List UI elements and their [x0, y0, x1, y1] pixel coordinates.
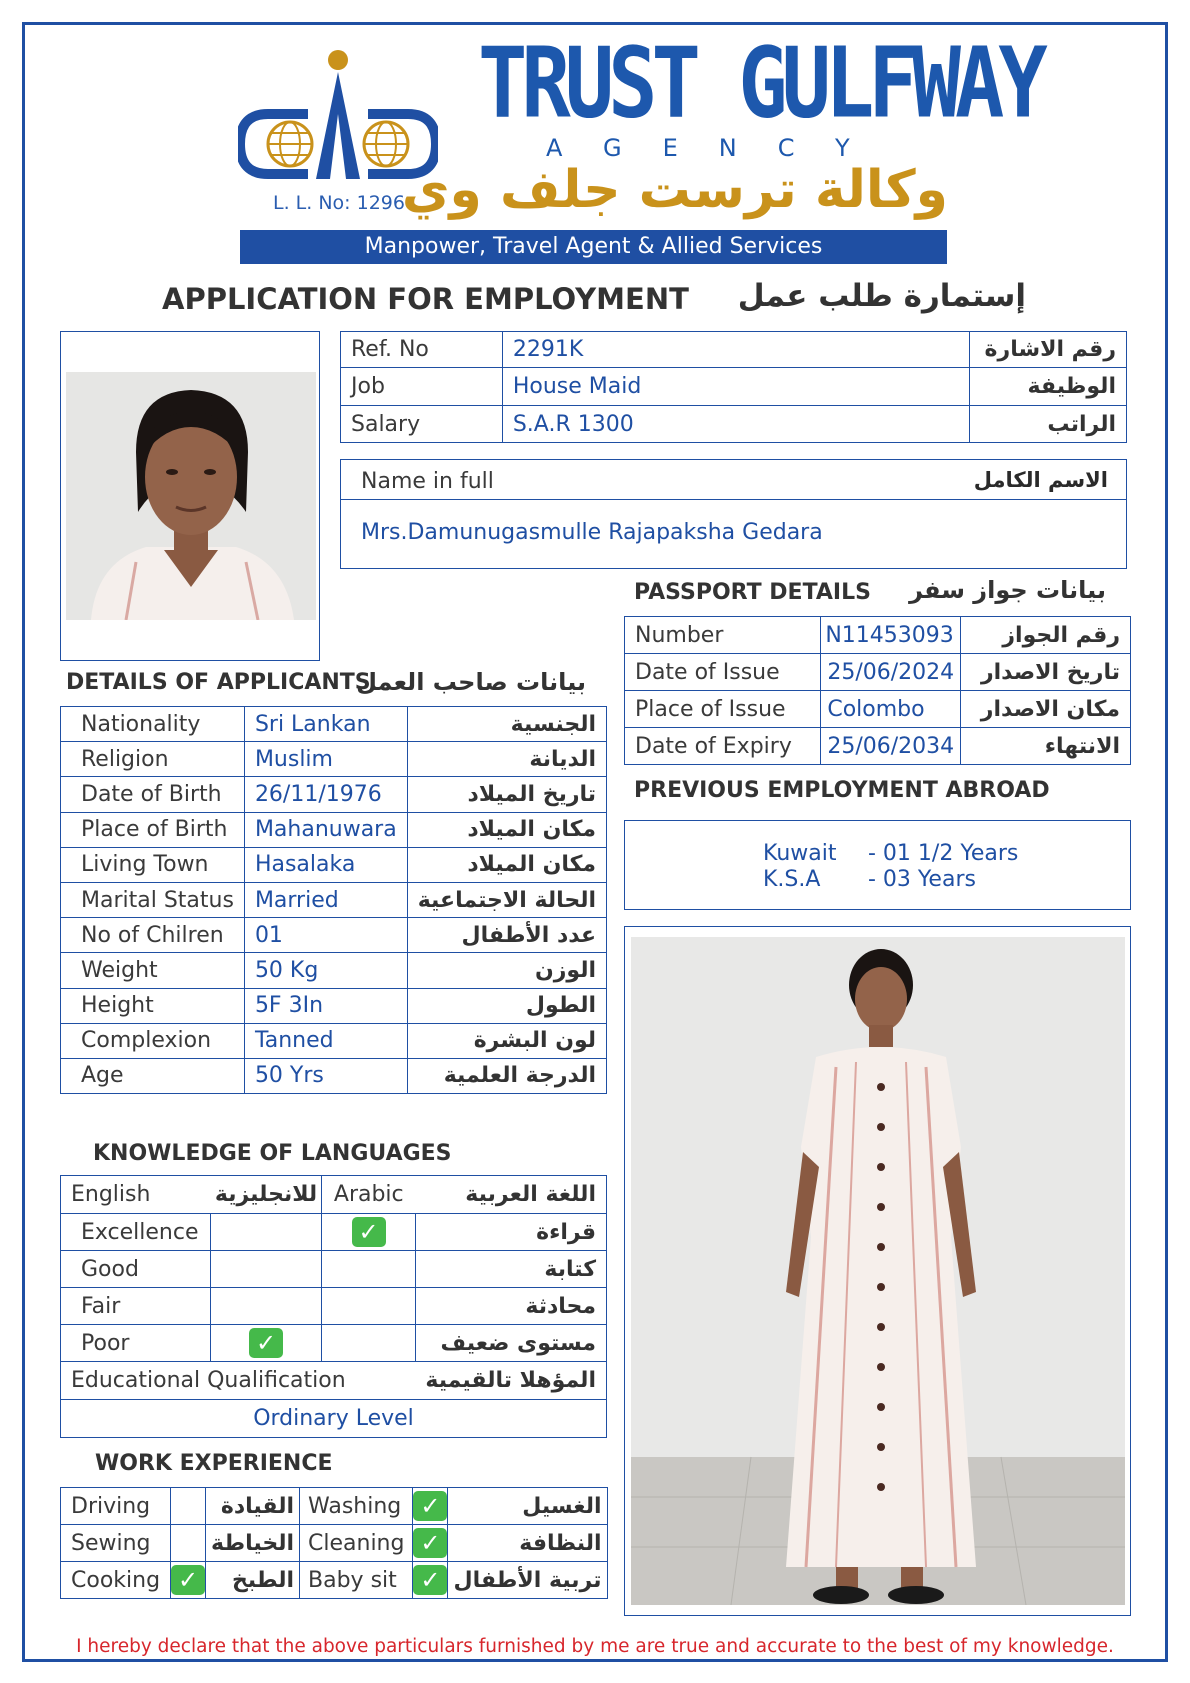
arabic-level-cell — [322, 1214, 416, 1251]
applicant-field-label-arabic: الدرجة العلمية — [407, 1058, 606, 1093]
skill-label-arabic: الغسيل — [448, 1488, 607, 1525]
table-row — [61, 1288, 607, 1325]
applicant-field-label: Height — [61, 988, 245, 1023]
full-name-label-arabic: الاسم الكامل — [973, 468, 1108, 492]
applicant-field-label: Marital Status — [61, 882, 245, 917]
table-row — [341, 332, 1127, 368]
language-level-label-arabic: قراءة — [415, 1214, 606, 1251]
page-title-arabic: إستمارة طلب عمل — [737, 278, 1026, 314]
applicant-field-value: 5F 3In — [244, 988, 407, 1023]
applicant-table — [60, 706, 607, 1094]
languages-table — [60, 1175, 607, 1438]
skill-label: Sewing — [61, 1525, 171, 1562]
table-row — [61, 1562, 608, 1599]
table-row — [61, 1023, 607, 1058]
applicant-field-label-arabic: عدد الأطفال — [407, 918, 606, 953]
checkmark-icon: ✓ — [249, 1328, 283, 1358]
applicant-field-value: Married — [244, 882, 407, 917]
education-label: Educational Qualification — [61, 1362, 416, 1400]
table-row — [625, 617, 1131, 654]
language-level-label-arabic: مستوى ضعيف — [415, 1325, 606, 1362]
applicant-field-value: Sri Lankan — [244, 707, 407, 742]
brand-name-arabic: وكالة ترست جلف وي — [401, 160, 948, 220]
previous-duration: - 01 1/2 Years — [868, 841, 1019, 866]
applicant-field-value: 01 — [244, 918, 407, 953]
applicant-field-label-arabic: مكان الميلاد — [407, 812, 606, 847]
full-name-value: Mrs.Damunugasmulle Rajapaksha Gedara — [361, 520, 823, 545]
table-row — [61, 742, 607, 777]
applicant-section-title: DETAILS OF APPLICANTS — [66, 670, 371, 695]
salary-label-arabic: الراتب — [970, 406, 1127, 443]
page-title: APPLICATION FOR EMPLOYMENT — [162, 282, 689, 316]
applicant-field-label: Complexion — [61, 1023, 245, 1058]
english-level-cell — [210, 1325, 321, 1362]
education-value: Ordinary Level — [61, 1400, 607, 1438]
checkmark-icon: ✓ — [413, 1528, 447, 1558]
language-level-label: Poor — [61, 1325, 211, 1362]
checkmark-icon: ✓ — [171, 1565, 205, 1595]
education-label-arabic: المؤهلا تالقيمية — [415, 1362, 606, 1400]
skill-check-cell — [413, 1562, 448, 1599]
table-row — [61, 1214, 607, 1251]
applicant-field-label-arabic: مكان الميلاد — [407, 847, 606, 882]
english-label: English — [61, 1176, 211, 1214]
checkmark-icon: ✓ — [413, 1565, 447, 1595]
applicant-field-value: Hasalaka — [244, 847, 407, 882]
language-level-label: Fair — [61, 1288, 211, 1325]
skill-check-cell — [413, 1488, 448, 1525]
skill-label: Cooking — [61, 1562, 171, 1599]
expiry-date-label: Date of Expiry — [625, 728, 821, 765]
expiry-date-label-arabic: الانتهاء — [961, 728, 1131, 765]
license-number: L. L. No: 1296 — [273, 192, 405, 214]
job-label-arabic: الوظيفة — [970, 368, 1127, 406]
issue-place-value: Colombo — [821, 691, 961, 728]
passport-number-label-arabic: رقم الجواز — [961, 617, 1131, 654]
applicant-field-label: Age — [61, 1058, 245, 1093]
applicant-section-title-arabic: بيانات صاحب العمل — [356, 668, 586, 696]
brand-name: TRUST GULFWAY — [478, 28, 1042, 141]
tagline-banner: Manpower, Travel Agent & Allied Services — [240, 230, 947, 264]
skill-check-cell — [171, 1562, 206, 1599]
salary-value: S.A.R 1300 — [502, 406, 969, 443]
applicant-field-value: 50 Yrs — [244, 1058, 407, 1093]
full-name-header — [341, 460, 1126, 500]
applicant-field-label: Living Town — [61, 847, 245, 882]
skill-label: Baby sit — [300, 1562, 413, 1599]
table-row — [61, 1176, 607, 1214]
applicant-field-label-arabic: الطول — [407, 988, 606, 1023]
applicant-field-label-arabic: لون البشرة — [407, 1023, 606, 1058]
table-row — [625, 654, 1131, 691]
table-row — [61, 988, 607, 1023]
table-row — [61, 1058, 607, 1093]
checkmark-icon: ✓ — [352, 1217, 386, 1247]
issue-place-label: Place of Issue — [625, 691, 821, 728]
table-row — [625, 691, 1131, 728]
table-row — [61, 1325, 607, 1362]
applicant-field-label: No of Chilren — [61, 918, 245, 953]
skill-check-cell — [171, 1525, 206, 1562]
skill-check-cell — [171, 1488, 206, 1525]
issue-date-label-arabic: تاريخ الاصدار — [961, 654, 1131, 691]
applicant-field-label: Nationality — [61, 707, 245, 742]
skill-label-arabic: القيادة — [206, 1488, 300, 1525]
skill-label-arabic: الطبخ — [206, 1562, 300, 1599]
passport-table — [624, 616, 1131, 765]
list-item — [763, 841, 1018, 866]
language-level-label: Excellence — [61, 1214, 211, 1251]
ref-label-arabic: رقم الاشارة — [970, 332, 1127, 368]
skill-label: Washing — [300, 1488, 413, 1525]
skill-label-arabic: الخياطة — [206, 1525, 300, 1562]
table-row — [61, 812, 607, 847]
applicant-field-label: Weight — [61, 953, 245, 988]
issue-date-label: Date of Issue — [625, 654, 821, 691]
table-row — [61, 953, 607, 988]
languages-section-title: KNOWLEDGE OF LANGUAGES — [93, 1141, 452, 1166]
table-row — [61, 707, 607, 742]
language-level-label-arabic: محادثة — [415, 1288, 606, 1325]
applicant-field-label-arabic: الديانة — [407, 742, 606, 777]
brand-agency: AGENCY — [546, 134, 891, 162]
applicant-field-label-arabic: تاريخ الميلاد — [407, 777, 606, 812]
full-body-photo — [631, 937, 1125, 1605]
applicant-field-value: Muslim — [244, 742, 407, 777]
previous-country: K.S.A — [763, 867, 821, 892]
previous-country: Kuwait — [763, 841, 837, 866]
table-row — [341, 406, 1127, 443]
issue-date-value: 25/06/2024 — [821, 654, 961, 691]
applicant-field-label-arabic: الوزن — [407, 953, 606, 988]
ref-value: 2291K — [502, 332, 969, 368]
reference-table — [340, 331, 1127, 443]
work-table — [60, 1487, 608, 1599]
arabic-label: Arabic — [322, 1176, 416, 1214]
arabic-level-cell — [322, 1288, 416, 1325]
table-row — [61, 847, 607, 882]
salary-label: Salary — [341, 406, 503, 443]
declaration-text: I hereby declare that the above particulars furnished by me are true and accurate to the best of my knowledge. — [76, 1636, 1114, 1657]
portrait-photo — [66, 372, 316, 620]
applicant-field-label: Place of Birth — [61, 812, 245, 847]
skill-label-arabic: تربية الأطفال — [448, 1562, 607, 1599]
applicant-field-value: Tanned — [244, 1023, 407, 1058]
english-level-cell — [210, 1288, 321, 1325]
table-row — [61, 882, 607, 917]
table-row — [61, 777, 607, 812]
applicant-field-label: Date of Birth — [61, 777, 245, 812]
previous-employment-box — [624, 820, 1131, 910]
english-level-cell — [210, 1214, 321, 1251]
full-name-label: Name in full — [361, 469, 494, 494]
table-row — [61, 1251, 607, 1288]
table-row — [341, 368, 1127, 406]
table-row — [61, 918, 607, 953]
language-level-label: Good — [61, 1251, 211, 1288]
passport-number-label: Number — [625, 617, 821, 654]
skill-label-arabic: النظافة — [448, 1525, 607, 1562]
table-row — [625, 728, 1131, 765]
work-section-title: WORK EXPERIENCE — [95, 1451, 333, 1476]
previous-employment-title: PREVIOUS EMPLOYMENT ABROAD — [634, 778, 1050, 803]
arabic-label-arabic: اللغة العربية — [415, 1176, 606, 1214]
issue-place-label-arabic: مكان الاصدار — [961, 691, 1131, 728]
full-body-photo-frame — [624, 926, 1131, 1616]
skill-label: Cleaning — [300, 1525, 413, 1562]
table-row — [61, 1525, 608, 1562]
expiry-date-value: 25/06/2034 — [821, 728, 961, 765]
full-name-box — [340, 459, 1127, 569]
table-row — [61, 1488, 608, 1525]
applicant-field-value: 50 Kg — [244, 953, 407, 988]
job-value: House Maid — [502, 368, 969, 406]
previous-duration: - 03 Years — [868, 867, 976, 892]
passport-section-title-arabic: بيانات جواز سفر — [909, 576, 1106, 604]
portrait-frame — [60, 331, 320, 661]
arabic-level-cell — [322, 1251, 416, 1288]
table-row — [61, 1362, 607, 1400]
applicant-field-label-arabic: الجنسية — [407, 707, 606, 742]
applicant-field-label-arabic: الحالة الاجتماعية — [407, 882, 606, 917]
table-row — [61, 1400, 607, 1438]
ref-label: Ref. No — [341, 332, 503, 368]
applicant-field-label: Religion — [61, 742, 245, 777]
english-level-cell — [210, 1251, 321, 1288]
passport-section-title: PASSPORT DETAILS — [634, 580, 871, 605]
list-item — [763, 867, 976, 892]
skill-label: Driving — [61, 1488, 171, 1525]
job-label: Job — [341, 368, 503, 406]
applicant-field-value: Mahanuwara — [244, 812, 407, 847]
english-label-arabic: للانجليزية — [210, 1176, 321, 1214]
skill-check-cell — [413, 1525, 448, 1562]
language-level-label-arabic: كتابة — [415, 1251, 606, 1288]
applicant-field-value: 26/11/1976 — [244, 777, 407, 812]
checkmark-icon: ✓ — [413, 1491, 447, 1521]
arabic-level-cell — [322, 1325, 416, 1362]
passport-number-value: N11453093 — [821, 617, 961, 654]
